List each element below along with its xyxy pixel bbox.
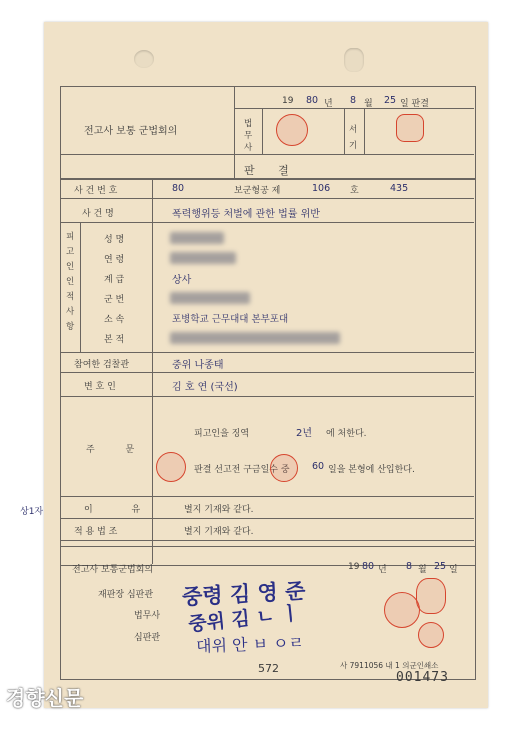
field-label-unit: 소 속 bbox=[104, 315, 125, 325]
form-number: 사 7911056 내 1 의군인쇄소 bbox=[340, 661, 439, 670]
verdict-seal-left bbox=[156, 452, 186, 482]
judge-label: 심판관 bbox=[134, 633, 161, 643]
date-prefix: 19 bbox=[282, 96, 294, 106]
field-label-service-no: 군 번 bbox=[104, 295, 125, 305]
page-number: 572 bbox=[258, 662, 279, 675]
judgment-title: 판 결 bbox=[244, 164, 299, 177]
verdict-line1-suffix: 에 처한다. bbox=[326, 429, 367, 439]
date-day-unit: 일 판결 bbox=[400, 99, 429, 109]
field-value-rank: 상사 bbox=[172, 275, 192, 286]
court-name: 전고사 보통 군법회의 bbox=[84, 126, 178, 137]
signature-judge: 대위 안 ㅂ ㅇㄹ bbox=[195, 633, 305, 656]
law-label: 적 용 법 조 bbox=[74, 527, 118, 537]
footer-year: 80 bbox=[362, 561, 375, 572]
verdict-seal-right bbox=[270, 454, 298, 482]
reason-label: 이 유 bbox=[84, 505, 159, 515]
redacted-age bbox=[170, 252, 236, 264]
date-day: 25 bbox=[384, 95, 397, 106]
footer-court-name: 전고사 보통군법회의 bbox=[72, 565, 154, 575]
case-name-label: 사 건 명 bbox=[82, 209, 114, 219]
redacted-name bbox=[170, 232, 224, 244]
attorney-label: 변 호 인 bbox=[84, 382, 116, 392]
footer-day-unit: 일 bbox=[449, 565, 458, 575]
date-month: 8 bbox=[350, 95, 357, 106]
verdict-term: 2년 bbox=[296, 428, 313, 439]
prosecutor-value: 중위 나종태 bbox=[172, 360, 224, 371]
redacted-domicile bbox=[170, 332, 340, 344]
serial-number: 001473 bbox=[396, 670, 449, 685]
punch-hole-left bbox=[134, 50, 154, 68]
watermark: 경향신문 bbox=[6, 686, 84, 710]
secretary-seal bbox=[396, 114, 424, 142]
field-label-name: 성 명 bbox=[104, 235, 125, 245]
defendant-section-label: 피고인 인적사항 bbox=[66, 232, 75, 332]
punch-hole-right bbox=[344, 48, 364, 72]
footer-seal-1 bbox=[384, 592, 420, 628]
verdict-days: 60 bbox=[312, 461, 325, 472]
field-label-age: 연 령 bbox=[104, 255, 125, 265]
attorney-value: 김 호 연 (국선) bbox=[172, 382, 238, 393]
date-year: 80 bbox=[306, 95, 319, 106]
verdict-label: 주 문 bbox=[86, 445, 149, 455]
verdict-line2-prefix: 판결 선고전 구금일수 중 bbox=[194, 465, 290, 475]
footer-clerk-label: 법무사 bbox=[134, 611, 161, 621]
case-no-type: 보군형공 제 bbox=[234, 186, 281, 196]
reason-value: 별지 기재와 같다. bbox=[184, 505, 254, 515]
footer-day: 25 bbox=[434, 561, 447, 572]
verdict-line2-suffix: 일을 본형에 산입한다. bbox=[328, 465, 415, 475]
date-year-unit: 년 bbox=[324, 99, 333, 109]
field-label-rank: 계 급 bbox=[104, 275, 125, 285]
footer-year-prefix: 19 bbox=[348, 562, 360, 572]
date-month-unit: 월 bbox=[364, 99, 373, 109]
footer-month: 8 bbox=[406, 561, 413, 572]
field-label-domicile: 본 적 bbox=[104, 335, 125, 345]
field-value-unit: 포병학교 근무대대 본부포대 bbox=[172, 314, 289, 325]
footer-year-unit: 년 bbox=[378, 565, 387, 575]
case-no-label: 사 건 번 호 bbox=[74, 186, 118, 196]
case-name-value: 폭력행위등 처벌에 관한 법률 위반 bbox=[172, 209, 320, 220]
prosecutor-label: 참여한 검찰관 bbox=[74, 360, 130, 370]
clerk-seal bbox=[276, 114, 308, 146]
law-value: 별지 기재와 같다. bbox=[184, 527, 254, 537]
signature-presiding: 중령 김 영 준 bbox=[181, 577, 306, 610]
case-no-suffix: 호 bbox=[350, 186, 359, 196]
margin-note: 상1자 bbox=[20, 507, 44, 517]
secretary-label: 서기 bbox=[349, 125, 358, 151]
footer-month-unit: 월 bbox=[418, 565, 427, 575]
verdict-line1-prefix: 피고인을 징역 bbox=[194, 429, 250, 439]
case-no-number: 106 bbox=[312, 183, 331, 194]
case-no-prefix: 80 bbox=[172, 183, 185, 194]
judgment-document bbox=[44, 22, 488, 708]
signature-clerk: 중위 김 ㄴ ㅣ bbox=[187, 602, 301, 636]
redacted-service-no bbox=[170, 292, 250, 304]
presiding-label: 재판장 심판관 bbox=[98, 590, 154, 600]
footer-seal-2 bbox=[416, 578, 446, 614]
footer-seal-3 bbox=[418, 622, 444, 648]
case-no-extra: 435 bbox=[390, 183, 409, 194]
clerk-label: 법무사 bbox=[244, 119, 253, 153]
